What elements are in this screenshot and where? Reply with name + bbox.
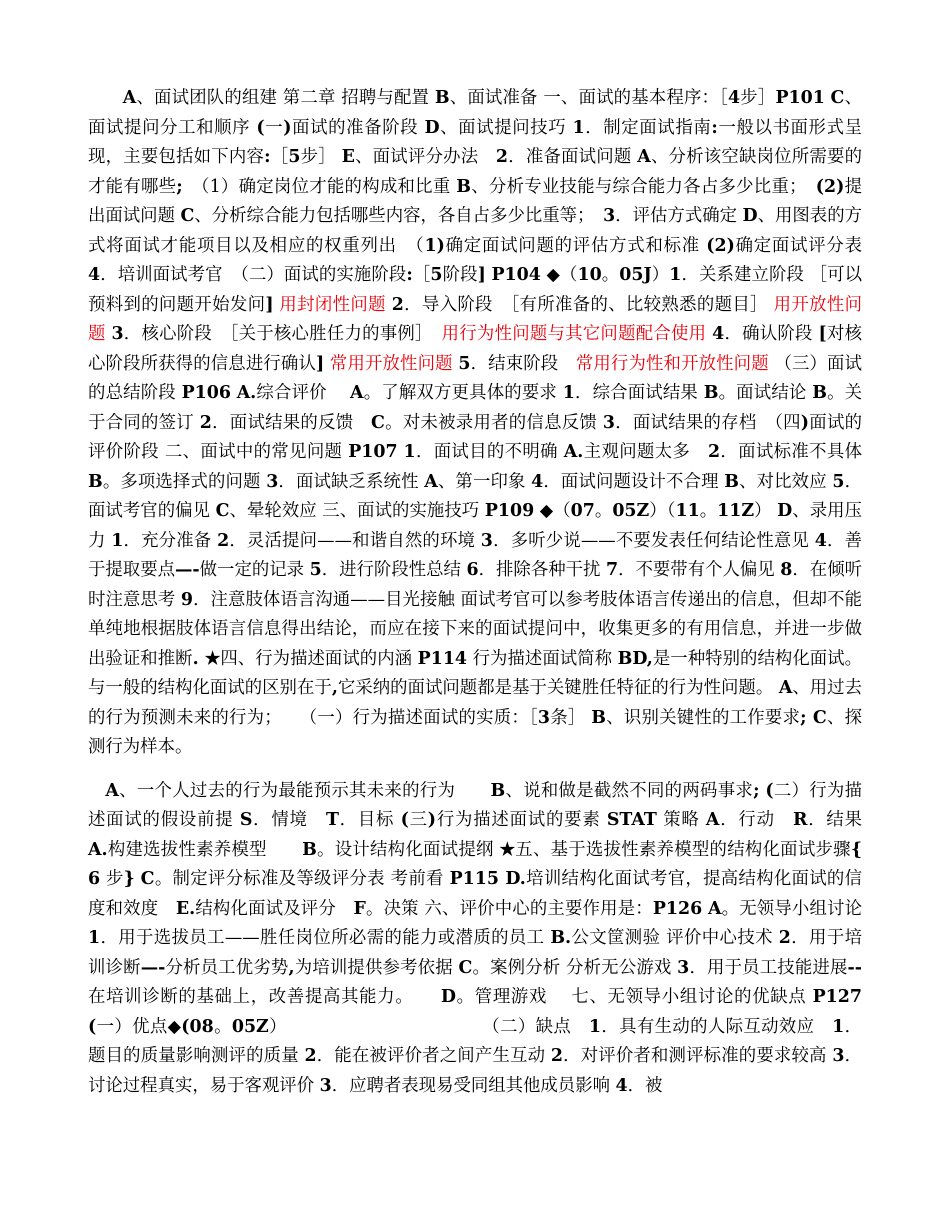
bold-text-run: 4: [712, 324, 725, 344]
text-run: ．多听少说——不要发表任何结论性意见: [492, 530, 815, 551]
bold-text-run: P127: [812, 987, 862, 1007]
text-run: ［: [412, 265, 431, 285]
bold-text-run: { 6: [88, 839, 862, 889]
bold-text-run: ;: [753, 780, 760, 801]
text-run: ．面试问题设计不合理: [543, 471, 725, 492]
text-run: 主观问题太多: [583, 442, 708, 462]
text-run: ．能在被评价者之间产生互动: [316, 1046, 551, 1066]
bold-text-run: B: [434, 88, 450, 108]
bold-text-run: 5: [288, 147, 301, 167]
text-run: ［: [270, 147, 289, 167]
text-run: 。管理游戏 七、无领导小组讨论的优缺点: [455, 987, 813, 1007]
text-run: ）（: [649, 501, 676, 521]
bold-text-run: 3: [111, 324, 124, 344]
bold-text-run: B: [490, 780, 506, 801]
bold-text-run: ]: [477, 265, 486, 285]
bold-text-run: D: [777, 501, 793, 521]
bold-text-run: A: [105, 780, 119, 801]
bold-text-run: 3: [319, 1075, 332, 1096]
bold-text-run: ◆(08: [167, 1016, 214, 1037]
text-run: ．用于选拔员工——胜任岗位所必需的能力或潜质的员工: [100, 928, 551, 948]
text-run: 二）行为描述面试的假设前提: [88, 780, 862, 830]
bold-text-run: ): [800, 412, 810, 433]
bold-text-run: D: [742, 206, 758, 226]
paragraph-interview-procedure: [88, 84, 862, 763]
text-run: 分析员工优劣势: [165, 957, 289, 978]
bold-text-run: B: [703, 383, 719, 403]
bold-text-run: A: [122, 88, 137, 108]
bold-text-run: 1: [88, 928, 101, 948]
bold-text-run: 1): [424, 235, 445, 256]
text-run: ．被: [627, 1075, 663, 1096]
bold-text-run: :: [406, 265, 413, 285]
bold-text-run: }: [123, 869, 135, 889]
bold-text-run: 2: [199, 412, 212, 433]
text-run: 它采纳的面试问题都是基于关键胜任特征的行为性问题。: [337, 678, 779, 698]
bold-text-run: C: [180, 206, 195, 226]
bold-text-run: 5: [309, 560, 322, 580]
text-run: 、分析综合能力包括哪些内容，各自占多少比重等；: [194, 206, 604, 226]
bold-text-run: --: [847, 957, 862, 978]
bold-text-run: 9: [180, 589, 194, 610]
bold-text-run: B: [88, 471, 103, 492]
text-run: ．讨论过程真实，易于客观评价: [88, 1046, 863, 1096]
paragraph-behavior-interview: [88, 777, 897, 1102]
bold-text-run: (: [256, 117, 265, 138]
text-run: ．导入阶段 ［有所准备的、比较熟悉的题目］: [403, 294, 774, 315]
bold-text-run: ★: [499, 839, 516, 860]
bold-text-run: ): [427, 810, 437, 830]
bold-text-run: ; C: [800, 707, 827, 728]
text-run: 面试的准备阶段: [291, 117, 425, 138]
text-run: 。: [594, 501, 613, 521]
text-run: ．面试标准不具体: [720, 442, 863, 462]
text-run: 。: [699, 501, 718, 521]
text-run: 一）优点: [96, 1016, 168, 1037]
text-run: ．结果: [807, 810, 880, 830]
bold-text-run: B: [724, 471, 739, 492]
text-run: 。案例分析 分析无公游戏: [472, 957, 678, 978]
bold-text-run: ,: [331, 678, 338, 698]
bold-text-run: B.: [550, 928, 572, 948]
text-run: （三）面试的总结阶段: [88, 353, 862, 403]
text-run: 结构化面试及评分: [195, 898, 354, 919]
bold-text-run: 3: [603, 206, 616, 226]
bold-text-run: 2: [707, 442, 721, 462]
bold-text-run: R: [792, 810, 808, 830]
text-run: ．情境: [252, 810, 326, 830]
bold-text-run: A.: [236, 383, 257, 403]
bold-text-run: A.: [563, 442, 584, 462]
bold-text-run: B: [302, 839, 317, 860]
bold-text-run: A: [637, 147, 651, 167]
bold-text-run: 4: [814, 530, 827, 551]
text-run: 。设计结构化面试提纲: [316, 839, 500, 860]
text-run: 、面试团队的组建 第二章 招聘与配置: [136, 88, 435, 108]
text-run: 。: [213, 1016, 232, 1037]
bold-text-run: 2: [304, 1046, 317, 1066]
text-run: ．面试结果的存档 （四: [614, 412, 801, 433]
text-run: 、探测行为样本。: [88, 707, 862, 757]
bold-text-run: 10: [577, 265, 602, 285]
text-run: ．对评价者和测评标准的要求较高: [562, 1046, 833, 1066]
text-run: 策略: [656, 810, 706, 830]
bold-text-run: 4: [531, 471, 544, 492]
bold-text-run: [: [818, 324, 827, 344]
text-run: 一般以书面形式呈现，主要包括如下内容: [88, 117, 862, 167]
text-run: ．充分准备: [123, 530, 218, 551]
text-run: 。对未被录用者的信息反馈: [384, 412, 603, 433]
text-run: 在培训诊断的基础上，改善提高其能力。: [88, 987, 441, 1007]
bold-text-run: ;: [176, 176, 183, 197]
text-run: 是一种特别的结构化面试。与一般的结构化面试的区别在于: [88, 648, 862, 698]
text-run: 步: [100, 869, 124, 889]
text-run: ◆（: [534, 501, 571, 521]
text-run: 培训结构化面试考官，提高结构化面试的信度和效度: [88, 869, 863, 919]
text-run: ．结束阶段: [470, 353, 576, 374]
bold-text-run: S: [239, 810, 253, 830]
bold-text-run: 5: [458, 353, 471, 374]
text-run: 对核心阶段所获得的信息进行确认: [88, 324, 862, 374]
highlighted-answer-text: 用开放性问题: [88, 294, 862, 344]
text-run: 面试的评价阶段 二、面试中的常见问题: [88, 412, 862, 462]
text-run: 、分析专业技能与综合能力各占多少比重；: [471, 176, 816, 197]
text-run: 行为描述面试简称: [467, 648, 618, 669]
bold-text-run: 8: [780, 560, 793, 580]
text-run: 步］: [300, 147, 342, 167]
bold-text-run: 5: [430, 265, 443, 285]
bold-text-run: 2: [550, 1046, 563, 1066]
bold-text-run: 1: [588, 1016, 602, 1037]
bold-text-run: 1: [572, 117, 585, 138]
bold-text-run: :: [264, 147, 271, 167]
text-run: 。了解双方更具体的要求: [363, 383, 563, 403]
bold-text-run: 2: [778, 928, 791, 948]
text-run: 为培训提供参考依据: [294, 957, 459, 978]
bold-text-run: F: [353, 898, 366, 919]
bold-text-run: B: [812, 383, 827, 403]
text-run: 、说和做是截然不同的两码事求: [505, 780, 754, 801]
highlighted-answer-text: 用行为性问题与其它问题配合使用: [441, 324, 707, 344]
bold-text-run: 05J: [619, 265, 652, 285]
text-run: 行为描述面试的要素: [436, 810, 607, 830]
highlighted-answer-text: 常用开放性问题: [329, 353, 453, 374]
bold-text-run: STAT: [606, 810, 657, 830]
text-run: 、晕轮效应 三、面试的实施技巧: [229, 501, 485, 521]
bold-text-run: 11Z: [717, 501, 755, 521]
text-run: ．面试目的不明确: [415, 442, 564, 462]
text-run: ．题目的质量影响测评的质量: [88, 1016, 862, 1066]
text-run: 。多项选择式的问题: [102, 471, 267, 492]
text-run: 步］: [740, 88, 776, 108]
text-run: 。决策 六、评价中心的主要作用是：: [365, 898, 653, 919]
bold-text-run: P126: [652, 898, 703, 919]
bold-text-run: ]: [265, 294, 274, 315]
bold-text-run: C: [140, 869, 155, 889]
bold-text-run: 05Z: [231, 1016, 269, 1037]
bold-text-run: 1: [403, 442, 416, 462]
bold-text-run: A: [778, 678, 793, 698]
text-run: 、用图表的方式将面试才能项目以及相应的权重列出 （: [88, 206, 862, 256]
bold-text-run: P109: [484, 501, 535, 521]
bold-text-run: 5: [832, 471, 845, 492]
text-run: 提出面试问题: [88, 176, 862, 226]
text-run: 四、行为描述面试的内涵: [220, 648, 418, 669]
bold-text-run: A: [350, 383, 364, 403]
text-run: 、面试提问分工和顺序: [88, 88, 862, 138]
bold-text-run: ]: [315, 353, 325, 374]
text-run: ◆（: [540, 265, 578, 285]
bold-text-run: :: [711, 117, 718, 138]
bold-text-run: (2): [815, 176, 845, 197]
bold-text-run: A: [424, 471, 438, 492]
bold-text-run: 3: [537, 707, 551, 728]
text-run: 公文筐测验 评价中心技术: [571, 928, 779, 948]
bold-text-run: ): [283, 117, 292, 138]
text-run: 做一定的记录: [199, 560, 310, 580]
text-run: 一: [264, 117, 284, 138]
bold-text-run: 3: [677, 957, 690, 978]
bold-text-run: E: [341, 147, 355, 167]
text-run: ．确认阶段: [724, 324, 819, 344]
bold-text-run: C: [215, 501, 230, 521]
text-run: 。无领导小组讨论: [721, 898, 897, 919]
bold-text-run: (: [765, 780, 774, 801]
bold-text-run: 4: [88, 265, 101, 285]
bold-text-run: (: [400, 810, 409, 830]
text-run: ．目标: [338, 810, 401, 830]
text-run: 综合评价: [256, 383, 351, 403]
text-run: ．应聘者表现易受同组其他成员影响: [331, 1075, 616, 1096]
bold-text-run: P101: [775, 88, 825, 108]
text-run: ）: [651, 265, 670, 285]
bold-text-run: C: [371, 412, 385, 433]
text-run: （1）确定岗位才能的构成和比重: [182, 176, 457, 197]
text-run: 构建选拔性素养模型: [107, 839, 303, 860]
text-run: ．行动: [719, 810, 793, 830]
text-run: 确定面试问题的评估方式和标准: [444, 235, 707, 256]
text-run: 阶段: [442, 265, 478, 285]
text-run: 。: [601, 265, 620, 285]
text-run: ．用于培训诊断: [88, 928, 862, 978]
bold-text-run: 07: [570, 501, 595, 521]
text-run: 、识别关键性的工作要求: [605, 707, 801, 728]
bold-text-run: T: [325, 810, 339, 830]
bold-text-run: P106: [181, 383, 231, 403]
text-run: 三: [408, 810, 428, 830]
text-run: ．准备面试问题: [508, 147, 638, 167]
text-run: 确定面试评分表: [734, 235, 862, 256]
text-run: ．灵活提问——和谐自然的环境: [229, 530, 481, 551]
bold-text-run: 3: [602, 412, 615, 433]
text-run: 、面试准备 一、面试的基本程序：［: [449, 88, 728, 108]
text-run: 条］: [550, 707, 592, 728]
text-run: 、一个人过去的行为最能预示其未来的行为: [118, 780, 491, 801]
text-run: 。制定评分标准及等级评分表 考前看: [154, 869, 450, 889]
bold-text-run: 11: [675, 501, 700, 521]
bold-text-run: . ★: [192, 648, 221, 669]
bold-text-run: (: [88, 1016, 97, 1037]
bold-text-run: —-: [175, 560, 200, 580]
bold-text-run: 7: [605, 560, 619, 580]
bold-text-run: 2: [391, 294, 404, 315]
bold-text-run: 2: [217, 530, 230, 551]
bold-text-run: D: [440, 987, 456, 1007]
text-run: ） （二）缺点: [268, 1016, 589, 1037]
bold-text-run: B: [591, 707, 606, 728]
text-run: ．核心阶段 ［关于核心胜任力的事例］: [123, 324, 442, 344]
bold-text-run: C: [830, 88, 845, 108]
bold-text-run: P107: [348, 442, 398, 462]
text-run: ．用于员工技能进展: [689, 957, 848, 978]
bold-text-run: (2): [706, 235, 735, 256]
bold-text-run: C: [458, 957, 473, 978]
bold-text-run: 3: [480, 530, 493, 551]
text-run: ．评估方式确定: [615, 206, 743, 226]
bold-text-run: P114: [417, 648, 468, 669]
text-run: ．面试考官的偏见: [88, 471, 863, 521]
text-run: 。面试结论: [718, 383, 813, 403]
text-run: ．不要带有个人偏见: [618, 560, 781, 580]
bold-text-run: 1: [832, 1016, 845, 1037]
highlighted-answer-text: 用封闭性问题: [279, 294, 386, 315]
bold-text-run: A: [707, 898, 722, 919]
bold-text-run: 05Z: [612, 501, 650, 521]
bold-text-run: P104: [491, 265, 541, 285]
bold-text-run: ,: [288, 957, 295, 978]
bold-text-run: E.: [175, 898, 196, 919]
bold-text-run: 4: [615, 1075, 628, 1096]
bold-text-run: A: [705, 810, 720, 830]
bold-text-run: B: [456, 176, 471, 197]
bold-text-run: 2: [495, 147, 509, 167]
bold-text-run: 3: [266, 471, 279, 492]
text-run: ．进行阶段性总结: [321, 560, 467, 580]
bold-text-run: 1: [111, 530, 124, 551]
text-run: 五、基于选拔性素养模型的结构化面试步骤: [515, 839, 851, 860]
text-run: 、第一印象: [437, 471, 532, 492]
bold-text-run: A.: [88, 839, 108, 860]
document-page: [88, 84, 897, 1101]
text-run: 、录用压力: [88, 501, 862, 551]
text-run: ．注意肢体语言沟通——目光接触 面试考官可以参考肢体语言传递出的信息，但却不能单纯地根据肢体语言信息得出结论，而应在接下来的面试提问中，收集更多的有用信息，并进一步做出验证和推断: [88, 589, 862, 669]
text-run: ．面试缺乏系统性: [278, 471, 425, 492]
bold-text-run: 1: [669, 265, 682, 285]
bold-text-run: 3: [832, 1046, 845, 1066]
text-run: ）: [754, 501, 778, 521]
text-run: ．排除各种干扰: [478, 560, 606, 580]
text-run: ．制定面试指南: [584, 117, 712, 138]
text-run: 。关于合同的签订: [88, 383, 863, 433]
bold-text-run: BD,: [617, 648, 653, 669]
text-run: 、分析该空缺岗位所需要的才能有哪些: [88, 147, 862, 197]
text-run: ．具有生动的人际互动效应: [601, 1016, 833, 1037]
text-run: ．面试结果的反馈: [211, 412, 372, 433]
text-run: ．善于提取要点: [88, 530, 863, 580]
text-run: 、用过去的行为预测未来的行为； （一）行为描述面试的实质：［: [88, 678, 862, 728]
text-run: ．关系建立阶段 ［可以预料到的问题开始发问: [88, 265, 862, 315]
text-run: ．在倾听时注意思考: [88, 560, 862, 610]
bold-text-run: D: [424, 117, 440, 138]
bold-text-run: 4: [727, 88, 741, 108]
text-run: 、对比效应: [738, 471, 833, 492]
highlighted-answer-text: 常用行为性和开放性问题: [575, 353, 769, 374]
text-run: 、面试评分办法: [354, 147, 496, 167]
bold-text-run: P115 D.: [449, 869, 526, 889]
bold-text-run: —-: [140, 957, 166, 978]
text-run: ．培训面试考官 （二）面试的实施阶段: [100, 265, 407, 285]
text-run: ．综合面试结果: [574, 383, 704, 403]
text-run: 、面试提问技巧: [439, 117, 573, 138]
bold-text-run: 1: [562, 383, 575, 403]
bold-text-run: 6: [466, 560, 479, 580]
